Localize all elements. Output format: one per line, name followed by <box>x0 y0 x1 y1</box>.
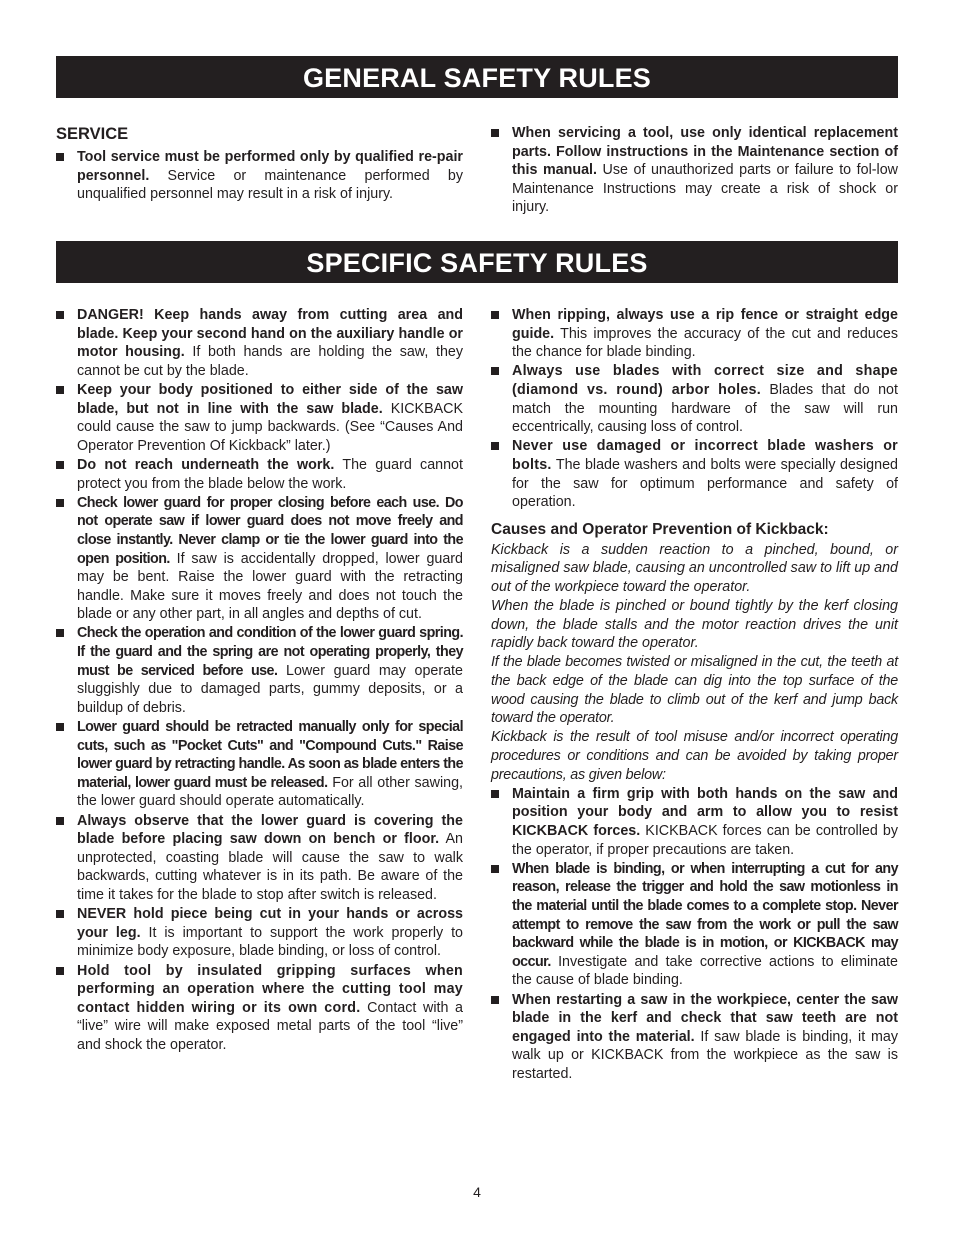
square-bullet-icon <box>491 367 499 375</box>
general-safety-rules-banner: GENERAL SAFETY RULES <box>56 56 898 98</box>
square-bullet-icon <box>491 311 499 319</box>
kickback-heading: Causes and Operator Prevention of Kickback: <box>491 520 829 538</box>
kickback-rule-1 <box>491 785 898 859</box>
service-rule-1 <box>56 148 463 204</box>
rule-text: If both hands are holding the saw, they cannot be cut by the blade. <box>77 344 463 379</box>
specific-rule-4 <box>56 494 463 624</box>
rule-text: It is important to support the work properly to minimize body exposure, blade binding, or loss of control. <box>77 924 463 960</box>
rule-bold-text: Always observe that the lower guard is covering the blade before placing saw down on bench or floor. <box>77 812 463 848</box>
square-bullet-icon <box>491 442 499 450</box>
specific-rule-9 <box>56 962 463 1055</box>
rule-text: KICKBACK could cause the saw to jump backwards. (See “Causes And Operator Prevention Of Kickback” later.) <box>77 400 463 454</box>
rule-bold-text: Always use blades with correct size and shape (diamond vs. round) arbor holes. <box>512 363 898 398</box>
square-bullet-icon <box>56 723 64 731</box>
specific-safety-rules-banner: SPECIFIC SAFETY RULES <box>56 241 898 283</box>
square-bullet-icon <box>56 629 64 637</box>
square-bullet-icon <box>56 153 64 161</box>
rule-bold-text: When ripping, always use a rip fence or straight edge guide. <box>512 307 898 342</box>
rule-bold-text: NEVER hold piece being cut in your hands or across your leg. <box>77 906 463 941</box>
specific-left-column <box>56 306 463 1055</box>
service-rule-2 <box>491 124 898 217</box>
rule-text: Use of unauthorized parts or failure to fol-low Maintenance Instructions may create a risk of shock or injury. <box>512 162 898 216</box>
specific-rule-5 <box>56 624 463 717</box>
square-bullet-icon <box>56 967 64 975</box>
rule-bold-text: When servicing a tool, use only identical replacement parts. Follow instructions in the Maintenance section of this manual. <box>512 125 898 179</box>
rule-text: An unprotected, coasting blade will cause the saw to walk backwards, cutting whatever is in its path. Be aware of the time it takes for the blade to stop after switch is released. <box>77 831 464 903</box>
kickback-paragraph-4: Kickback is the result of tool misuse and/or incorrect operating procedures or conditions and can be avoided by taking proper precautions, as given below: <box>491 729 898 783</box>
specific-rule-12 <box>491 437 898 511</box>
rule-bold-text: Maintain a firm grip with both hands on the saw and position your body and arm to allow you to resist KICKBACK forces. <box>512 785 898 839</box>
square-bullet-icon <box>56 311 64 319</box>
service-heading: SERVICE <box>56 125 129 143</box>
service-right-column <box>491 124 898 218</box>
rule-bold-text: Hold tool by insulated gripping surfaces when performing an operation where the cutting tool may contact hidden wiring or its own cord. <box>77 962 463 1016</box>
rule-text: The guard cannot protect you from the blade below the work. <box>77 456 463 492</box>
kickback-paragraph-3: If the blade becomes twisted or misaligned in the cut, the teeth at the back edge of the blade can dig into the top surface of the wood causing the blade to climb out of the kerf and jump back toward the operator. <box>491 654 898 727</box>
specific-rule-10 <box>491 306 898 362</box>
rule-bold-text: DANGER! Keep hands away from cutting area and blade. Keep your second hand on the auxiliary handle or motor housing. <box>77 307 463 361</box>
specific-right-column <box>491 306 898 1084</box>
specific-rule-2 <box>56 381 463 455</box>
square-bullet-icon <box>491 865 499 873</box>
specific-rule-3 <box>56 456 463 493</box>
rule-text: Investigate and take corrective actions to eliminate the cause of blade binding. <box>512 953 898 989</box>
square-bullet-icon <box>56 386 64 394</box>
specific-rule-11 <box>491 362 898 436</box>
rule-bold-text: Never use damaged or incorrect blade washers or bolts. <box>512 438 898 473</box>
rule-text: Service or maintenance performed by unqualified personnel may result in a risk of injury. <box>77 167 463 203</box>
rule-bold-text: When restarting a saw in the workpiece, center the saw blade in the kerf and check that saw teeth are not engaged into the material. <box>512 991 898 1045</box>
rule-text: For all other sawing, the lower guard should operate automatically. <box>77 774 463 810</box>
square-bullet-icon <box>56 910 64 918</box>
square-bullet-icon <box>491 790 499 798</box>
kickback-rule-2 <box>491 860 898 990</box>
rule-bold-text: Lower guard should be retracted manually only for special cuts, such as "Pocket Cuts" and "Compound Cuts." Raise lower guard by retracting handle. As soon as blade enters the material, lower guard must be released. <box>77 719 463 791</box>
square-bullet-icon <box>56 499 64 507</box>
rule-bold-text: Check lower guard for proper closing before each use. Do not operate saw if lower guard does not move freely and close instantly. Never clamp or tie the lower guard into the open position. <box>77 494 463 567</box>
rule-text: Lower guard may operate sluggishly due to damaged parts, gummy deposits, or a buildup of debris. <box>77 662 463 716</box>
rule-text: Contact with a “live” wire will make exposed metal parts of the tool “live” and shock the operator. <box>77 999 463 1053</box>
specific-rule-7 <box>56 812 463 905</box>
rule-text: This improves the accuracy of the cut and reduces the chance for blade binding. <box>512 325 898 361</box>
rule-text: Blades that do not match the mounting hardware of the saw will run eccentrically, causing loss of control. <box>512 381 898 436</box>
rule-bold-text: Keep your body positioned to either side of the saw blade, but not in line with the saw blade. <box>77 381 463 417</box>
square-bullet-icon <box>491 129 499 137</box>
kickback-paragraph-1: Kickback is a sudden reaction to a pinched, bound, or misaligned saw blade, causing an uncontrolled saw to lift up and out of the workpiece toward the operator. <box>491 541 898 595</box>
page-number: 4 <box>473 1184 481 1200</box>
square-bullet-icon <box>491 996 499 1004</box>
specific-rule-8 <box>56 905 463 961</box>
square-bullet-icon <box>56 817 64 825</box>
service-left-column <box>56 124 463 204</box>
rule-text: KICKBACK forces can be controlled by the operator, if proper precautions are taken. <box>512 823 898 858</box>
kickback-paragraph-2: When the blade is pinched or bound tightly by the kerf closing down, the blade stalls and the motor reaction drives the unit rapidly back toward the operator. <box>491 598 898 652</box>
rule-bold-text: Tool service must be performed only by qualified re-pair personnel. <box>77 149 463 184</box>
rule-bold-text: Check the operation and condition of the lower guard spring. If the guard and the spring are not operating properly, they must be serviced before use. <box>77 625 463 679</box>
rule-text: If saw blade is binding, it may walk up or KICKBACK from the workpiece as the saw is restarted. <box>512 1028 898 1082</box>
specific-rule-6 <box>56 718 463 811</box>
rule-bold-text: Do not reach underneath the work. <box>77 456 335 473</box>
kickback-rule-3 <box>491 991 898 1084</box>
rule-bold-text: When blade is binding, or when interrupting a cut for any reason, release the trigger and hold the saw motionless in the material until the blade comes to a complete stop. Never attempt to remove the saw from the work or pull the saw backward while the blade is in motion, or KICKBACK may occur. <box>512 860 898 970</box>
specific-rule-1 <box>56 306 463 380</box>
square-bullet-icon <box>56 461 64 469</box>
rule-text: The blade washers and bolts were specially designed for the saw for optimum performance and safety of operation. <box>512 456 898 511</box>
rule-text: If saw is accidentally dropped, lower guard may be bent. Raise the lower guard with the retracting handle. Make sure it moves freely and does not touch the blade or any other part, in all angles and depths of cut. <box>77 550 464 623</box>
